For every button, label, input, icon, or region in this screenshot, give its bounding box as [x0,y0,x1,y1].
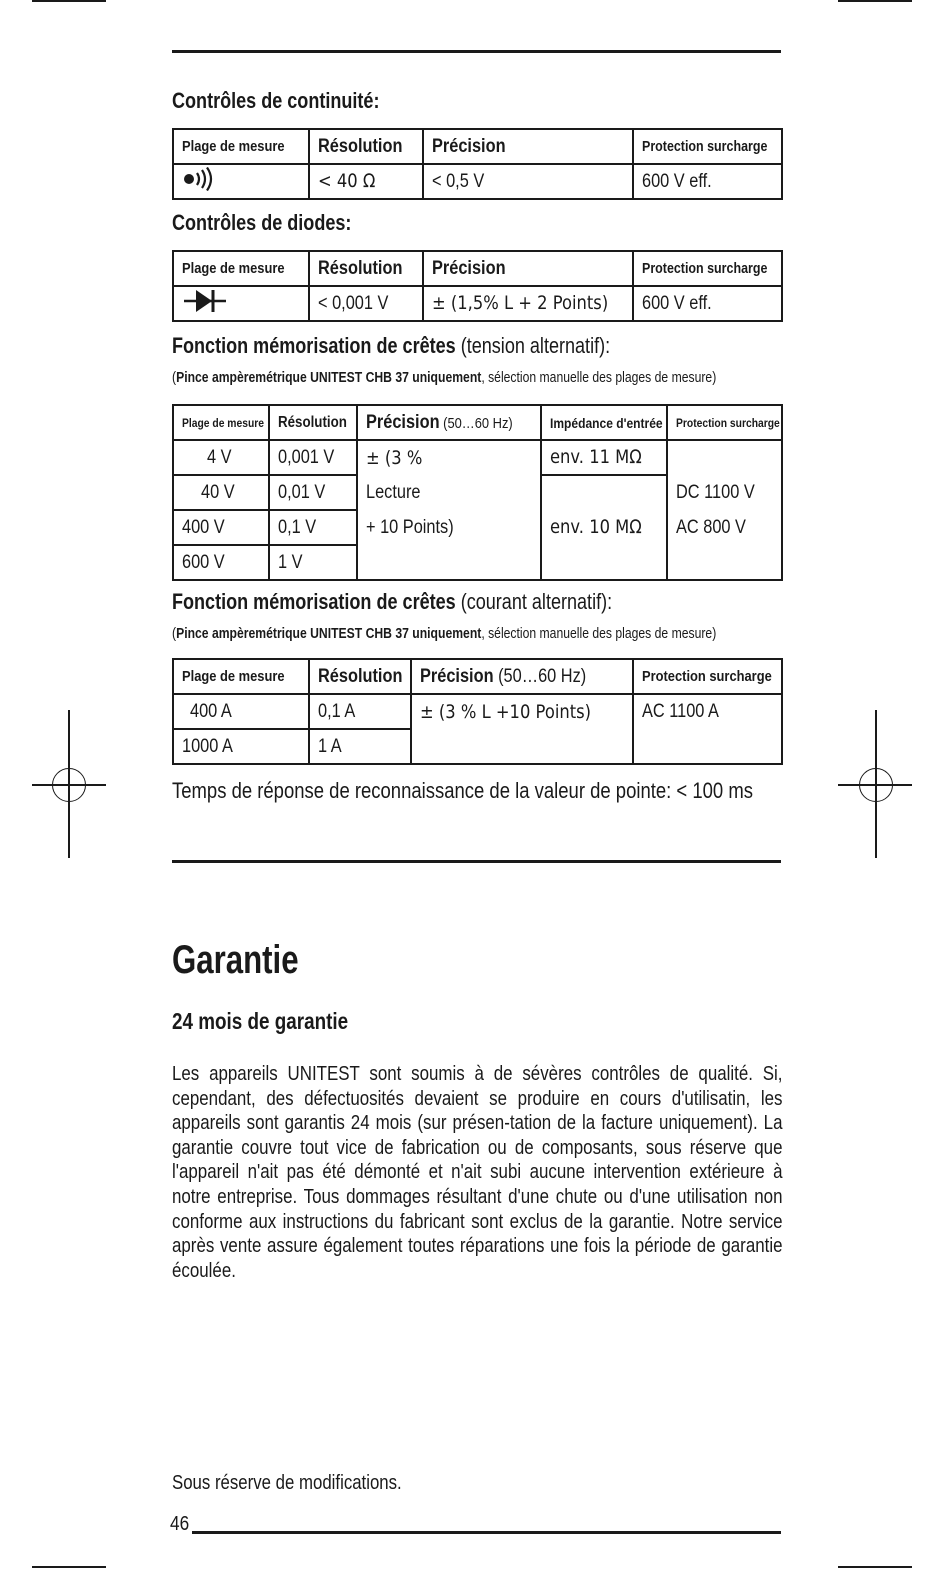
crop-mark-bottom-left [32,1566,106,1568]
continuity-beeper-icon [182,167,216,191]
row-range: 1000 A [173,729,309,764]
crop-mark-top-right [838,0,912,2]
peak-current-table [172,658,783,765]
impedance-empty [541,475,667,510]
peak-voltage-title-light: (tension alternatif): [455,333,611,358]
peak-voltage-title-bold: Fonction mémorisation de crêtes [172,333,456,358]
diode-resolution: < 0,001 V [309,286,423,321]
warranty-text: Les appareils UNITEST sont soumis à de sévères contrôles de qualité. Si, cependant, des défectuosités devaient se produire en cours d'utilisatin, les appareils sont garantis 24 mois (sur présen-tation de la facture uniquement). La garantie couvre tout vice de fabrication ou de composants, sous réserve que l'appareil n'ait pas été démonté et n'ait subi aucune intervention extérieure à notre entreprise. Tous dommages résultant d'une chute ou d'une utilisation non conforme aux instructions du fabricant sont exclus de la garantie. Notre service après vente assure également toutes réparations une fois la période de garantie écoulée. [172,1062,783,1282]
header-accuracy: Précision (50…60 Hz) [411,659,633,694]
response-time-text: Temps de réponse de reconnaissance de la valeur de pointe: < 100 ms [172,778,753,803]
header-resolution: Résolution [309,659,411,694]
peak-current-note-rest: , sélection manuelle des plages de mesure) [481,626,717,642]
row-resolution: 0,001 V [269,440,357,475]
registration-mark-left-circle [52,768,86,802]
peak-current-title [172,589,612,615]
warranty-subtitle: 24 mois de garantie [172,1008,349,1034]
protection-line-1: DC 1100 V [667,475,782,510]
row-range: 400 A [173,694,309,729]
header-protection: Protection surcharge [633,659,782,694]
row-range: 4 V [173,440,269,475]
registration-mark-right-circle [859,768,893,802]
peak-current-note-bold: Pince ampèremétrique UNITEST CHB 37 uniquement [176,626,482,642]
warranty-title: Garantie [172,938,299,982]
current-accuracy: ± (3 % L +10 Points) [411,694,633,729]
header-accuracy: Précision (50…60 Hz) [357,405,541,440]
protection-empty [667,440,782,475]
header-resolution: Résolution [309,251,423,286]
peak-current-title-light: (courant alternatif): [455,589,613,614]
impedance-value-1: env. 11 MΩ [541,440,667,475]
header-accuracy: Précision [423,251,633,286]
footer-rule [192,1531,781,1534]
row-resolution: 0,1 V [269,510,357,545]
diode-accuracy: ± (1,5% L + 2 Points) [423,286,633,321]
row-range: 40 V [173,475,269,510]
header-resolution: Résolution [309,129,423,164]
continuity-protection: 600 V eff. [633,164,782,199]
protection-line-2: AC 800 V [667,510,782,545]
protection-empty [633,729,782,764]
row-range: 400 V [173,510,269,545]
peak-voltage-note-rest: , sélection manuelle des plages de mesure) [481,370,717,386]
header-protection: Protection surcharge [633,251,782,286]
protection-empty [667,545,782,580]
header-range: Plage de mesure [173,405,269,440]
crop-mark-bottom-right [838,1566,912,1568]
impedance-value-2: env. 10 MΩ [541,510,667,545]
row-resolution: 1 V [269,545,357,580]
peak-voltage-table [172,404,783,581]
header-accuracy: Précision [423,129,633,164]
diode-symbol-cell [173,286,309,321]
section-rule [172,860,781,863]
header-range: Plage de mesure [173,659,309,694]
accuracy-empty [411,729,633,764]
continuity-title: Contrôles de continuité: [172,88,380,113]
peak-current-note: (Pince ampèremétrique UNITEST CHB 37 uniquement, sélection manuelle des plages de mesure) [172,626,717,642]
continuity-symbol-cell [173,164,309,199]
continuity-accuracy: < 0,5 V [423,164,633,199]
peak-voltage-title [172,333,610,359]
row-resolution: 0,01 V [269,475,357,510]
footer-note: Sous réserve de modifications. [172,1472,402,1494]
peak-voltage-note: (Pince ampèremétrique UNITEST CHB 37 uniquement, sélection manuelle des plages de mesure) [172,370,717,386]
row-resolution: 0,1 A [309,694,411,729]
impedance-empty [541,545,667,580]
diode-table [172,250,783,322]
top-rule [172,50,781,53]
accuracy-line-2: Lecture [357,475,541,510]
accuracy-line-3: + 10 Points) [357,510,541,545]
header-resolution: Résolution [269,405,357,440]
header-range: Plage de mesure [173,251,309,286]
row-range: 600 V [173,545,269,580]
continuity-table [172,128,783,200]
header-protection: Protection surcharge [667,405,782,440]
accuracy-empty [357,545,541,580]
crop-mark-top-left [32,0,106,2]
row-resolution: 1 A [309,729,411,764]
page-number: 46 [170,1513,190,1535]
header-protection: Protection surcharge [633,129,782,164]
current-protection: AC 1100 A [633,694,782,729]
header-impedance: Impédance d'entrée [541,405,667,440]
continuity-resolution: < 40 Ω [309,164,423,199]
diode-protection: 600 V eff. [633,286,782,321]
diode-symbol-icon [182,288,228,314]
header-range: Plage de mesure [173,129,309,164]
peak-voltage-note-bold: Pince ampèremétrique UNITEST CHB 37 uniquement [176,370,482,386]
peak-current-title-bold: Fonction mémorisation de crêtes [172,589,456,614]
diode-title: Contrôles de diodes: [172,210,352,235]
accuracy-line-1: ± (3 % [357,440,541,475]
